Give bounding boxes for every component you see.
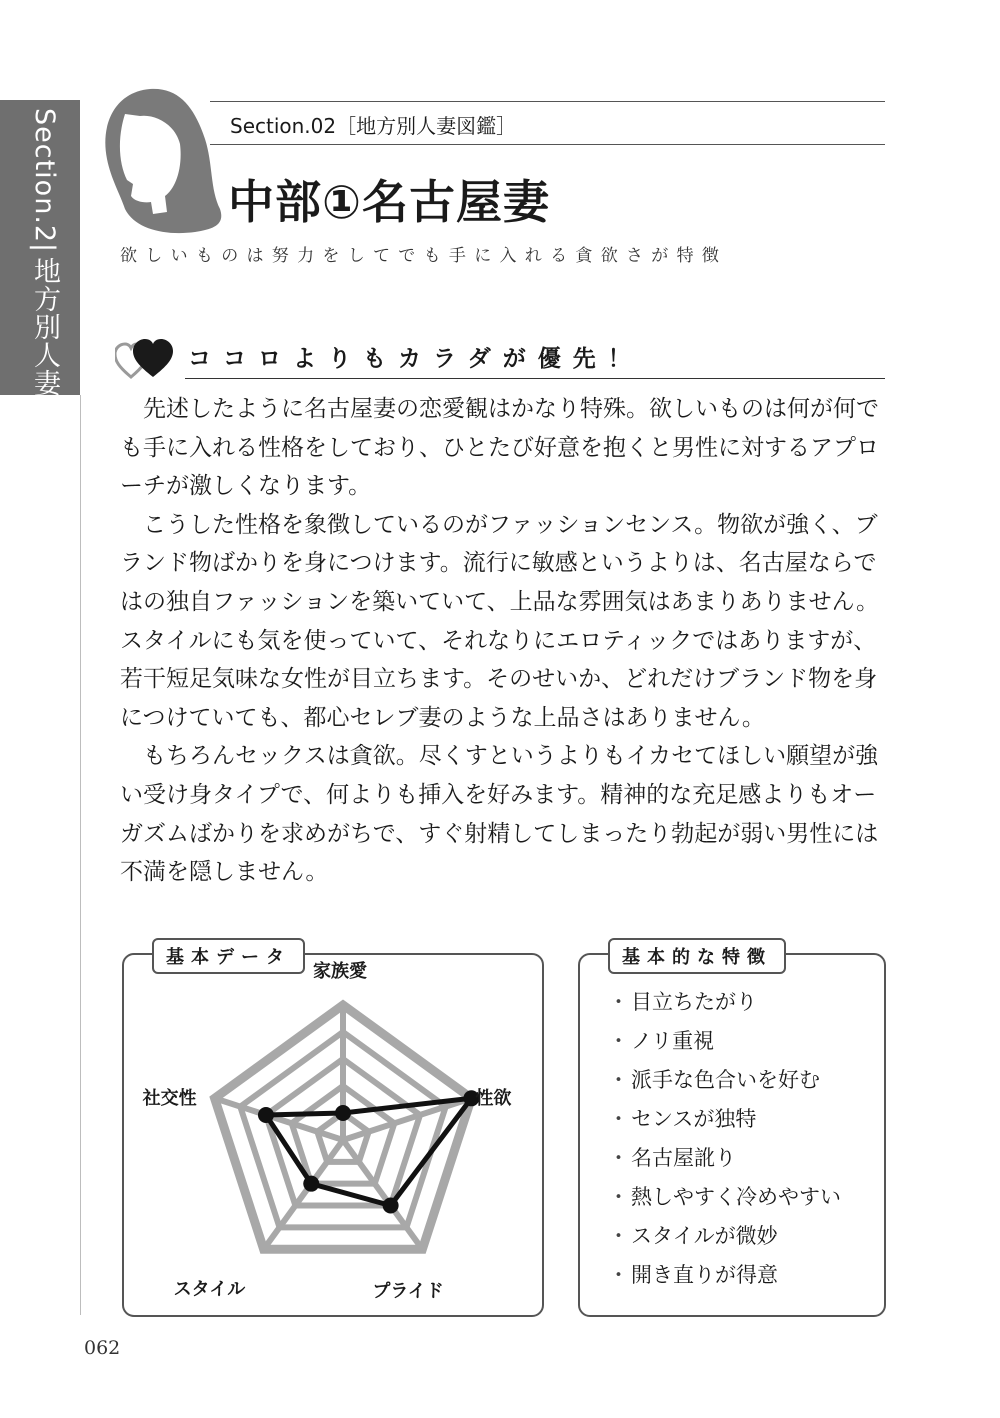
axis-label-pride: プライド [372, 1281, 444, 1303]
hearts-icon [115, 337, 175, 381]
radar-value-point [303, 1176, 319, 1192]
paragraph: もちろんセックスは貪欲。尽くすというよりもイカセてほしい願望が強い受け身タイプで、何よりも挿入を好みます。精神的な充足感よりもオーガズムばかりを求めがちで、すぐ射精してしまったり勃起が弱い男性には不満を隠しません。 [120, 743, 879, 886]
axis-label-libido: 性欲 [475, 1088, 512, 1110]
feature-item: ・ 名古屋訛り [608, 1139, 841, 1178]
feature-item: ・ センスが独特 [608, 1100, 841, 1139]
basic-data-label: 基本データ [152, 938, 305, 974]
page-title: 中部①名古屋妻 [228, 175, 550, 229]
features-label: 基本的な特徴 [608, 938, 786, 974]
radar-value-point [383, 1198, 399, 1214]
radar-value-point [335, 1105, 351, 1121]
axis-label-family: 家族愛 [313, 961, 367, 982]
feature-item: ・ ノリ重視 [608, 1022, 841, 1061]
woman-silhouette-icon [95, 84, 235, 244]
features-box [578, 947, 886, 1317]
sub-heading: ココロよりもカラダが優先！ [188, 346, 643, 372]
page-subtitle: 欲しいものは努力をしてでも手に入れる貪欲さが特徴 [120, 246, 728, 266]
section-label: Section.02［地方別人妻図鑑］ [230, 114, 517, 138]
side-tab-title: 地方別人妻図鑑 [29, 257, 60, 454]
feature-item: ・ スタイルが微妙 [608, 1217, 841, 1256]
paragraph: 先述したように名古屋妻の恋愛観はかなり特殊。欲しいものは何が何でも手に入れる性格をしており、ひとたび好意を抱くと男性に対するアプローチが激しくなります。 [120, 396, 879, 500]
side-tab-section: Section.2 [29, 108, 60, 244]
axis-label-sociability: 社交性 [142, 1088, 197, 1110]
sub-heading-rule [185, 378, 885, 379]
feature-item: ・ 熱しやすく冷めやすい [608, 1178, 841, 1217]
side-tab-label: Section.2|地方別人妻図鑑 [29, 108, 60, 454]
feature-item: ・ 目立ちたがり [608, 983, 841, 1022]
body-text [120, 390, 890, 892]
header-rule-top [210, 101, 885, 102]
axis-label-style: スタイル [173, 1279, 246, 1301]
page-number: 062 [84, 1337, 121, 1359]
feature-list [608, 983, 841, 1295]
feature-item: ・ 派手な色合いを好む [608, 1061, 841, 1100]
radar-chart [124, 955, 542, 1315]
paragraph: こうした性格を象徴しているのがファッションセンス。物欲が強く、ブランド物ばかりを身につけます。流行に敏感というよりは、名古屋ならではの独自ファッションを築いていて、上品な雰囲気はあまりありません。スタイルにも気を使っていて、それなりにエロティックではありますが、若干短足気味な女性が目立ちます。そのせいか、どれだけブランド物を身につけていても、都心セレブ妻のような上品さはありません。 [120, 511, 879, 731]
radar-value-point [258, 1107, 274, 1123]
margin-rule [80, 395, 81, 1315]
basic-data-box [122, 947, 544, 1317]
header-rule-bottom [210, 144, 885, 145]
feature-item: ・ 開き直りが得意 [608, 1256, 841, 1295]
